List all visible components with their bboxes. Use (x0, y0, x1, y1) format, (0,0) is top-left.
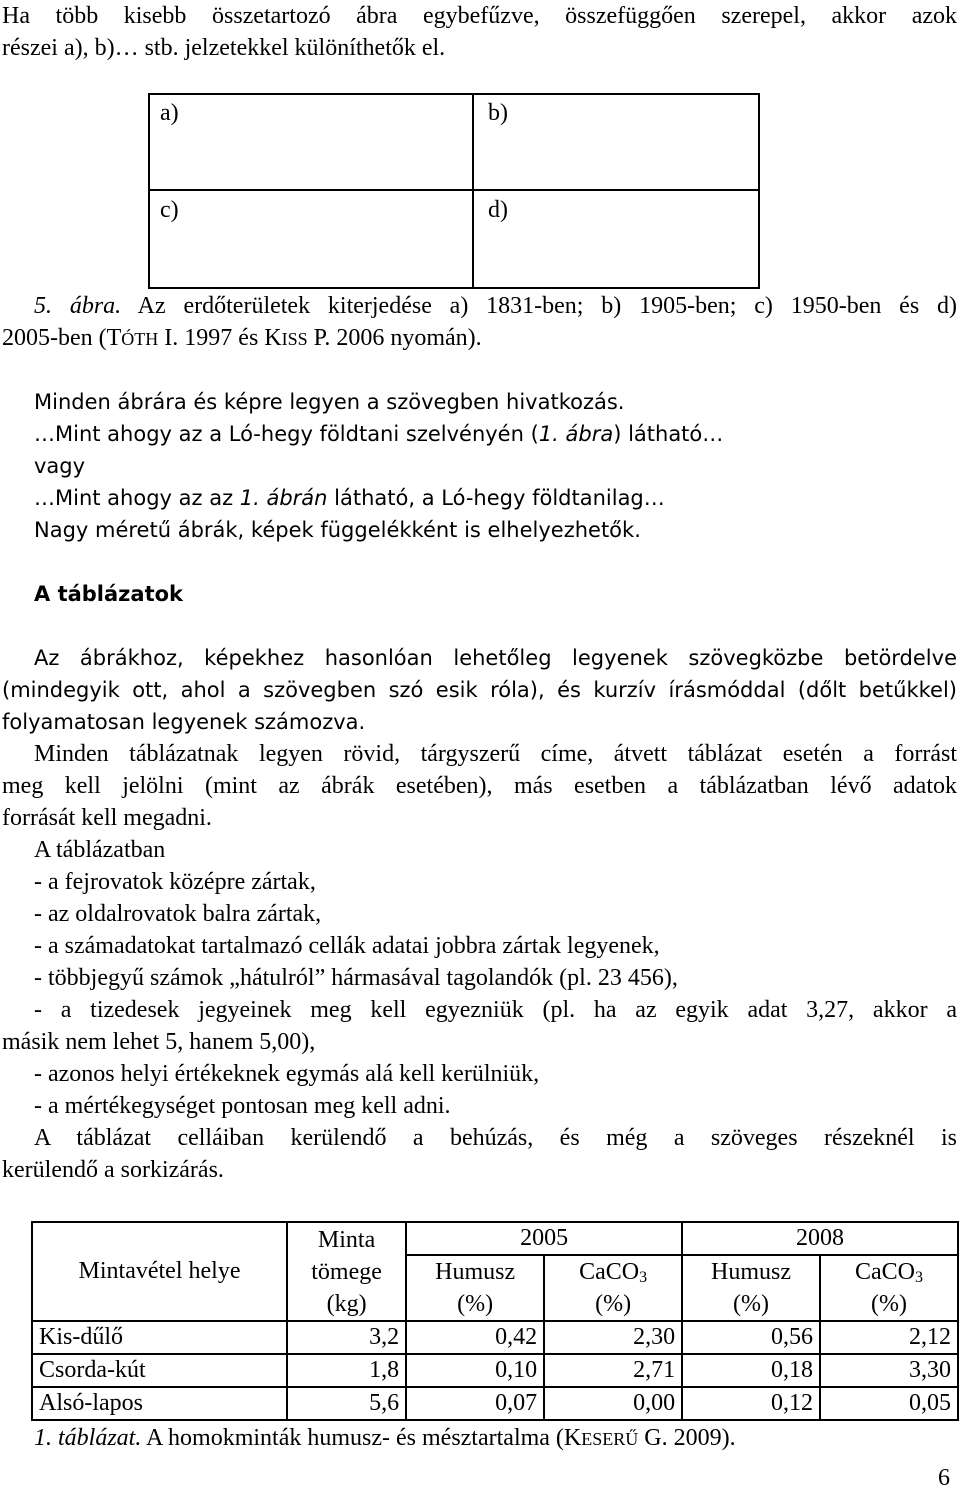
paragraph-2-line-3: forrását kell megadni. (2, 805, 212, 831)
header-sample-mass (287, 1222, 406, 1321)
header-sample-place: Mintavétel helye (32, 1222, 287, 1321)
percent-label: (%) (871, 1291, 907, 1317)
row-mass: 3,2 (287, 1321, 406, 1354)
row-humus-2008: 0,12 (682, 1387, 820, 1420)
table-row (32, 1387, 958, 1420)
paragraph-4-line-1: A táblázat celláiban kerülendő a behúzás, és még a szöveges részeknél is (34, 1125, 957, 1151)
paragraph-1-line-2: (mindegyik ott, ahol a szövegben szó esik róla), és kurzív írásmóddal (dőlt betűkkel) (2, 678, 957, 702)
header-mass-line-3: (kg) (326, 1290, 367, 1317)
bullet-3: - a számadatokat tartalmazó cellák adatai jobbra zártak legyenek, (34, 933, 660, 959)
header-year-2008: 2008 (682, 1222, 958, 1255)
row-caco3-2008: 3,30 (820, 1354, 958, 1387)
example-2-part-a: …Mint ahogy az a Ló-hegy földtani szelvényén ( (34, 422, 539, 446)
header-caco3-2008 (820, 1255, 958, 1321)
row-place: Csorda-kút (32, 1354, 287, 1387)
row-caco3-2005: 2,71 (544, 1354, 682, 1387)
bullet-6: - azonos helyi értékeknek egymás alá kell kerülniük, (34, 1061, 540, 1087)
row-humus-2005: 0,10 (406, 1354, 544, 1387)
example-4-ref: 1. ábrán (239, 486, 328, 510)
example-2-ref: 1. ábra (538, 422, 614, 446)
grid-label-b: b) (488, 100, 508, 126)
bullet-5-line-2: másik nem lehet 5, hanem 5,00), (2, 1029, 316, 1055)
row-caco3-2005: 0,00 (544, 1387, 682, 1420)
humus-label: Humusz (435, 1259, 516, 1285)
section-heading: A táblázatok (34, 582, 183, 606)
header-humus-2005 (406, 1255, 544, 1321)
row-humus-2005: 0,42 (406, 1321, 544, 1354)
paragraph-1-line-1: Az ábrákhoz, képekhez hasonlóan lehetőleg legyenek szövegközbe betördelve (34, 646, 957, 670)
row-caco3-2008: 2,12 (820, 1321, 958, 1354)
table-header-row-1 (32, 1222, 958, 1255)
row-mass: 5,6 (287, 1387, 406, 1420)
example-2-part-c: ) látható… (613, 422, 724, 446)
grid-label-c: c) (160, 197, 179, 223)
example-line-5: Nagy méretű ábrák, képek függelékként is elhelyezhetők. (34, 518, 641, 542)
row-humus-2008: 0,18 (682, 1354, 820, 1387)
bullet-5-line-1: - a tizedesek jegyeinek meg kell egyezniük (pl. ha az egyik adat 3,27, akkor a (34, 997, 957, 1023)
page-number: 6 (938, 1465, 950, 1491)
row-caco3-2005: 2,30 (544, 1321, 682, 1354)
row-place: Kis-dűlő (32, 1321, 287, 1354)
paragraph-2-line-2: meg kell jelölni (mint az ábrák esetében), más esetben a táblázatban lévő adatok (2, 773, 957, 799)
header-year-2005: 2005 (406, 1222, 682, 1255)
caption-part-c: I. 1997 és K (158, 325, 282, 351)
paragraph-2-line-1: Minden táblázatnak legyen rövid, tárgyszerű címe, átvett táblázat esetén a forrást (34, 741, 957, 767)
header-mass-line-1: Minta (317, 1226, 376, 1253)
bullet-2: - az oldalrovatok balra zártak, (34, 901, 322, 927)
header-mass-line-2: tömege (311, 1258, 382, 1285)
grid-divider-horizontal (150, 189, 758, 191)
grid-divider-vertical (472, 95, 474, 287)
row-place: Alsó-lapos (32, 1387, 287, 1420)
bullet-7: - a mértékegységet pontosan meg kell adni. (34, 1093, 451, 1119)
bullet-4: - többjegyű számok „hátulról” hármasával tagolandók (pl. 23 456), (34, 965, 678, 991)
caption-part-a: 2005-ben (T (2, 325, 122, 351)
figure-caption-text-1: Az erdőterületek kiterjedése a) 1831-ben; b) 1905-ben; c) 1950-ben és d) (121, 293, 957, 319)
humus-label: Humusz (711, 1259, 792, 1285)
bullet-1: - a fejrovatok középre zártak, (34, 869, 316, 895)
header-caco3-2005 (544, 1255, 682, 1321)
table-caption (34, 1422, 736, 1455)
intro-line-2: részei a), b)… stb. jelzetekkel különíthetők el. (2, 35, 446, 61)
grid-label-a: a) (160, 100, 179, 126)
percent-label: (%) (595, 1291, 632, 1317)
caco-subscript: 3 (639, 1269, 648, 1286)
table-caption-number: 1. táblázat. (34, 1425, 142, 1451)
table-caption-smallcaps: ESERŰ (581, 1429, 639, 1449)
row-humus-2005: 0,07 (406, 1387, 544, 1420)
figure-caption-line-1 (34, 290, 957, 322)
row-caco3-2008: 0,05 (820, 1387, 958, 1420)
percent-label: (%) (733, 1291, 770, 1317)
table-caption-end: G. 2009). (638, 1425, 736, 1451)
paragraph-1-line-3: folyamatosan legyenek számozva. (2, 710, 366, 734)
intro-line-1: Ha több kisebb összetartozó ábra egybefűzve, összefüggően szerepel, akkor azok (2, 3, 957, 29)
figure-caption-number: 5. ábra. (34, 293, 122, 319)
paragraph-4-line-2: kerülendő a sorkizárás. (2, 1157, 224, 1183)
caco-label: CaCO (855, 1259, 915, 1285)
sample-data-table (31, 1221, 959, 1421)
caco-label: CaCO (579, 1259, 640, 1285)
table-row (32, 1354, 958, 1387)
example-line-1: Minden ábrára és képre legyen a szövegben hivatkozás. (34, 390, 625, 414)
table-row (32, 1321, 958, 1354)
header-humus-2008 (682, 1255, 820, 1321)
caco-subscript: 3 (915, 1269, 923, 1286)
paragraph-3-line-1: A táblázatban (34, 837, 166, 863)
percent-label: (%) (457, 1291, 494, 1317)
example-line-4 (34, 482, 665, 514)
figure-caption-line-2 (2, 322, 482, 355)
grid-label-d: d) (488, 197, 508, 223)
figure-grid (148, 93, 760, 289)
example-line-3: vagy (34, 454, 86, 478)
caption-smallcaps-toth: ÓTH (121, 329, 159, 349)
example-line-2 (34, 418, 723, 450)
example-4-part-c: látható, a Ló-hegy földtanilag… (327, 486, 665, 510)
table-caption-text: A homokminták humusz- és mésztartalma (K (141, 1425, 582, 1451)
caption-part-e: P. 2006 nyomán). (307, 325, 482, 351)
example-4-part-a: …Mint ahogy az az (34, 486, 240, 510)
row-humus-2008: 0,56 (682, 1321, 820, 1354)
caption-smallcaps-kiss: ISS (281, 329, 308, 349)
row-mass: 1,8 (287, 1354, 406, 1387)
